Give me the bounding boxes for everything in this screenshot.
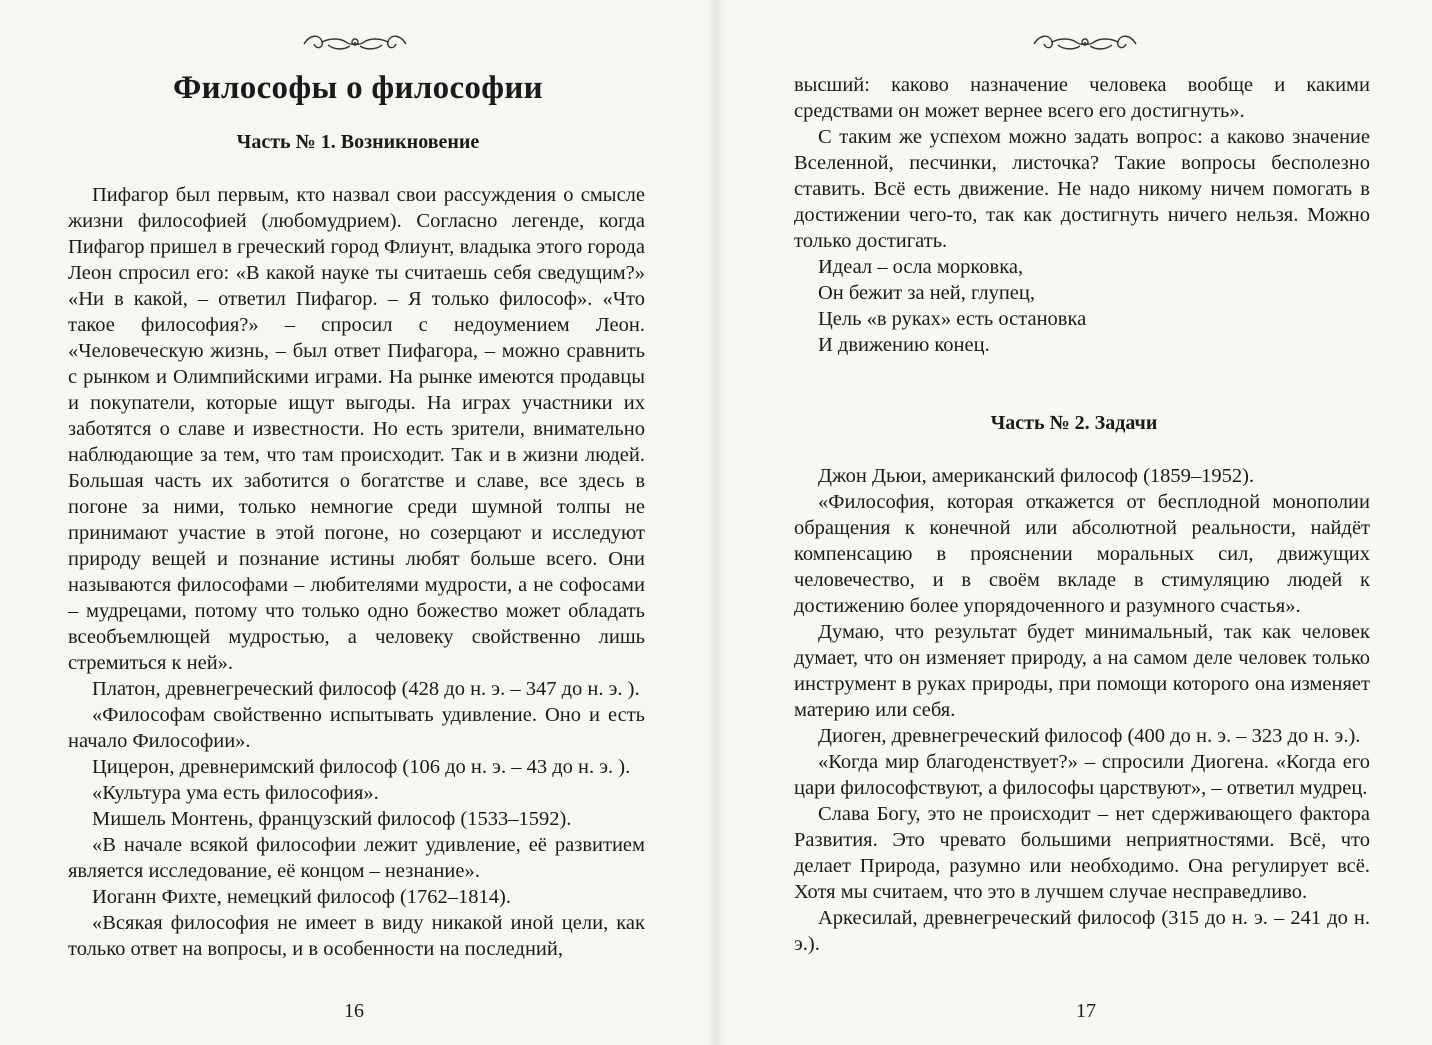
paragraph: «Всякая философия не имеет в виду никакой иной цели, как только ответ на вопросы, и в особенности на последний, [68, 912, 645, 960]
right-page [716, 0, 1432, 1045]
right-body-text [794, 463, 1370, 957]
left-body-text [68, 182, 645, 962]
page-number: 16 [344, 1000, 364, 1022]
paragraph: «Когда мир благоденствует?» – спросили Диогена. «Когда его цари философствуют, а философы царствуют», – ответил мудрец. [794, 751, 1370, 799]
paragraph: Мишель Монтень, французский философ (1533–1592). [92, 808, 572, 830]
paragraph: высший: каково назначение человека вообще и какими средствами он может вернее всего его достигнуть». [794, 74, 1370, 122]
poem [794, 254, 1370, 358]
section-heading-part-2: Часть № 2. Задачи [990, 412, 1158, 434]
poem-line: Идеал – осла морковка, [818, 256, 1024, 278]
paragraph: «В начале всякой философии лежит удивление, её развитием является исследование, её концом – незнание». [68, 834, 645, 882]
paragraph: Платон, древнегреческий философ (428 до н. э. – 347 до н. э. ). [92, 678, 640, 700]
paragraph: Цицерон, древнеримский философ (106 до н. э. – 43 до н. э. ). [92, 756, 631, 778]
paragraph: Диоген, древнегреческий философ (400 до н. э. – 323 до н. э.). [818, 725, 1361, 747]
section-heading-part-1: Часть № 1. Возникновение [236, 131, 480, 153]
paragraph: Слава Богу, это не происходит – нет сдерживающего фактора Развития. Это чревато большими неприятностями. Всё, что делает Природа, разумно или необходимо. Она регулирует всё. Хотя мы считаем, что это в лучшем случае несправедливо. [794, 803, 1370, 903]
paragraph: С таким же успехом можно задать вопрос: а каково значение Вселенной, песчинки, листочка? Такие вопросы бесполезно ставить. Всё есть движение. Не надо никому ничем помогать в достижении чего-то, так как достигнуть ничего нельзя. Можно только достигать. [794, 126, 1370, 252]
paragraph: «Философам свойственно испытывать удивление. Оно и есть начало Философии». [68, 704, 645, 752]
page-title: Философы о философии [173, 70, 543, 106]
paragraph: Аркесилай, древнегреческий философ (315 до н. э. – 241 до н. э.). [794, 907, 1370, 955]
poem-line: Он бежит за ней, глупец, [818, 282, 1036, 304]
paragraph: Иоганн Фихте, немецкий философ (1762–1814). [92, 886, 512, 908]
paragraph: «Философия, которая откажется от бесплодной монополии обращения к конечной или абсолютной реальности, найдёт компенсацию в прояснении моральных сил, движущих человечество, и в своём вкладе в стимуляцию людей к достижению более упорядоченного и разумного счастья». [794, 491, 1370, 617]
ornament-icon [300, 30, 410, 54]
poem-line: Цель «в руках» есть остановка [818, 308, 1087, 330]
page-number: 17 [1076, 1000, 1096, 1022]
paragraph: «Культура ума есть философия». [92, 782, 379, 804]
paragraph: Думаю, что результат будет минимальный, так как человек думает, что он изменяет природу, а на самом деле человек только инструмент в руках природы, при помощи которого она изменяет материю или себя. [794, 621, 1370, 721]
right-top-text [794, 72, 1370, 358]
poem-line: И движению конец. [818, 334, 990, 356]
paragraph: Джон Дьюи, американский философ (1859–1952). [818, 465, 1255, 487]
paragraph: Пифагор был первым, кто назвал свои рассуждения о смысле жизни философией (любомудрием). Согласно легенде, когда Пифагор пришел в греческий город Флиунт, владыка этого города Леон спросил его: «В какой науке ты считаешь себя сведущим?» «Ни в какой, – ответил Пифагор. – Я только философ». «Что такое философия?» – спросил с недоумением Леон. «Человеческую жизнь, – был ответ Пифагора, – можно сравнить с рынком и Олимпийскими играми. На рынке имеются продавцы и покупатели, которые ищут выгоды. На играх участники их заботятся о славе и известности. Но есть зрители, внимательно наблюдающие за тем, что там происходит. Так и в жизни людей. Большая часть их заботится о богатстве и славе, все здесь в погоне за ними, только немногие среди шумной толпы не принимают участие в этой погоне, но созерцают и исследуют природу вещей и познание истины любят больше всего. Они называются философами – любителями мудрости, а не софосами – мудрецами, потому что только одно божество может обладать всеобъемлющей мудростью, а человеку свойственно лишь стремиться к ней». [68, 184, 645, 674]
ornament-icon [1030, 30, 1140, 54]
book-gutter [706, 0, 726, 1045]
